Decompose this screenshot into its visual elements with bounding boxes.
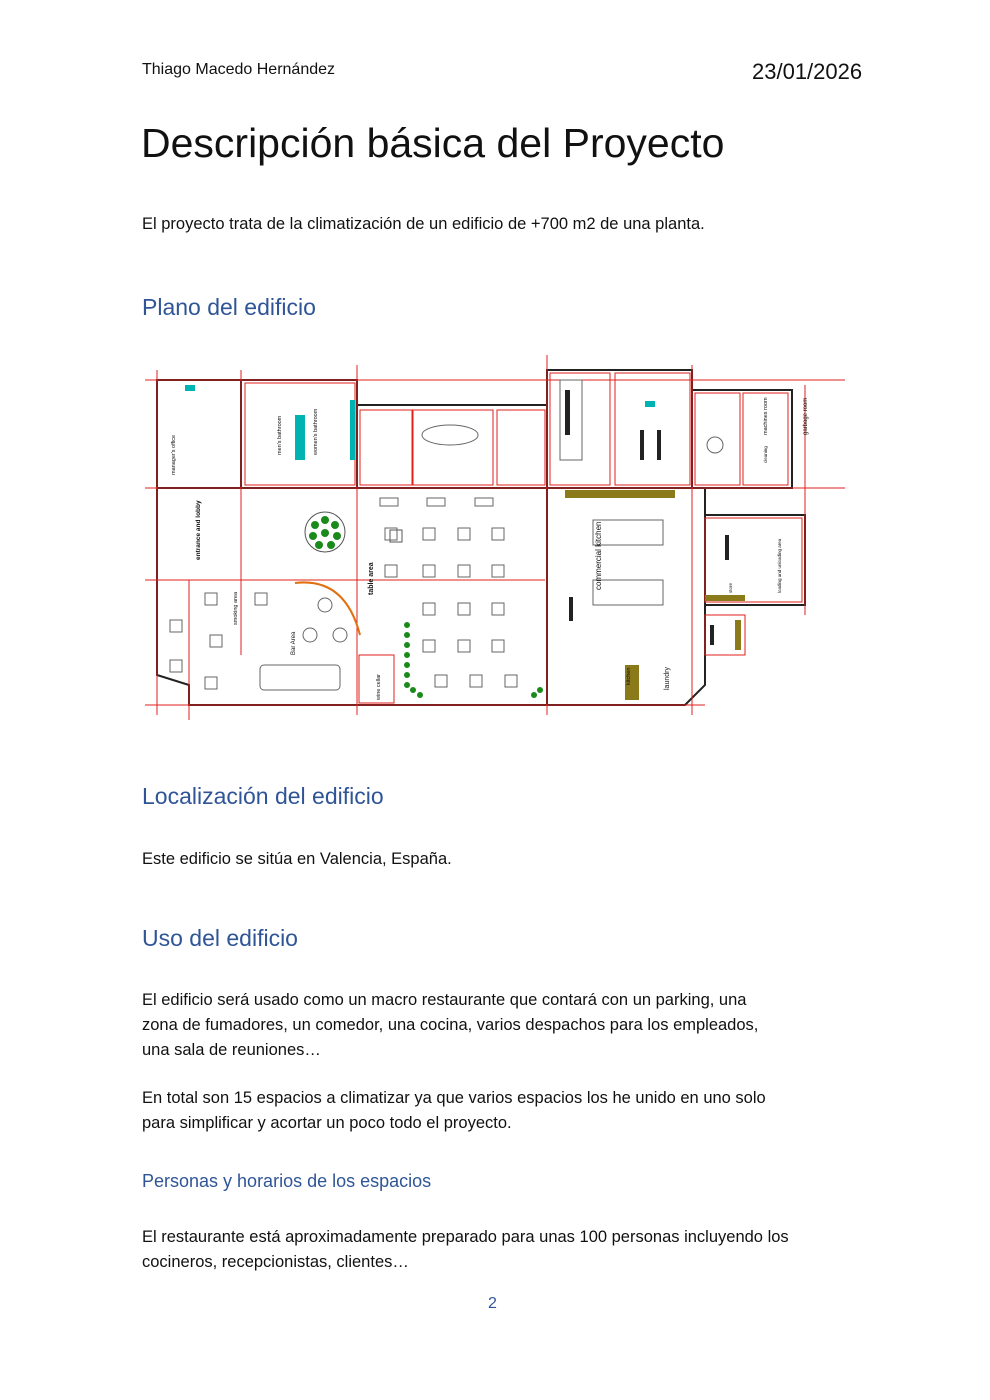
heading-uso: Uso del edificio [142, 925, 298, 951]
label-laundry: laundry [664, 667, 671, 690]
label-loading-area: loading and unloading area [777, 538, 782, 593]
label-machines-room: machines room [763, 397, 769, 435]
uso-line-3: una sala de reuniones… [142, 1041, 321, 1059]
intro-paragraph: El proyecto trata de la climatización de un edificio de +700 m2 de una planta. [142, 215, 705, 233]
label-table-area: table area [368, 562, 375, 595]
label-kitchen-aux: kitchen [626, 667, 632, 685]
personas-line-2: cocineros, recepcionistas, clientes… [142, 1253, 409, 1271]
heading-plano: Plano del edificio [142, 294, 316, 320]
personas-line-1: El restaurante está aproximadamente preparado para unas 100 personas incluyendo los [142, 1228, 789, 1246]
label-cleaning: cleaning [763, 446, 768, 463]
uso-line-1: El edificio será usado como un macro restaurante que contará con un parking, una [142, 991, 747, 1009]
label-store: store [728, 582, 733, 593]
label-manager-office: manager's office [171, 434, 177, 475]
label-mens-bathroom: men's bathroom [277, 415, 283, 455]
label-entrance: entrance and lobby [195, 500, 202, 560]
localizacion-paragraph: Este edificio se sitúa en Valencia, España. [142, 850, 452, 868]
floor-plan [145, 355, 845, 731]
label-bar-area: Bar Area [291, 631, 297, 655]
label-smoking-area: smoking area [233, 591, 239, 625]
heading-localizacion: Localización del edificio [142, 783, 384, 809]
heading-personas: Personas y horarios de los espacios [142, 1171, 432, 1191]
label-womens-bathroom: women's bathroom [313, 408, 319, 455]
label-garbage-room: garbage room [803, 397, 809, 435]
page-number: 2 [488, 1295, 497, 1312]
uso-line-5: para simplificar y acortar un poco todo el proyecto. [142, 1114, 512, 1132]
uso-line-2: zona de fumadores, un comedor, una cocina, varios despachos para los empleados, [142, 1016, 759, 1034]
label-wine-cellar: wine cellar [376, 674, 382, 700]
page-title: Descripción básica del Proyecto [141, 120, 725, 166]
label-commercial-kitchen: commercial kitchen [594, 521, 603, 590]
document-date: 23/01/2026 [752, 59, 863, 84]
uso-line-4: En total son 15 espacios a climatizar ya que varios espacios los he unido en uno solo [142, 1089, 766, 1107]
author-name: Thiago Macedo Hernández [142, 61, 336, 78]
